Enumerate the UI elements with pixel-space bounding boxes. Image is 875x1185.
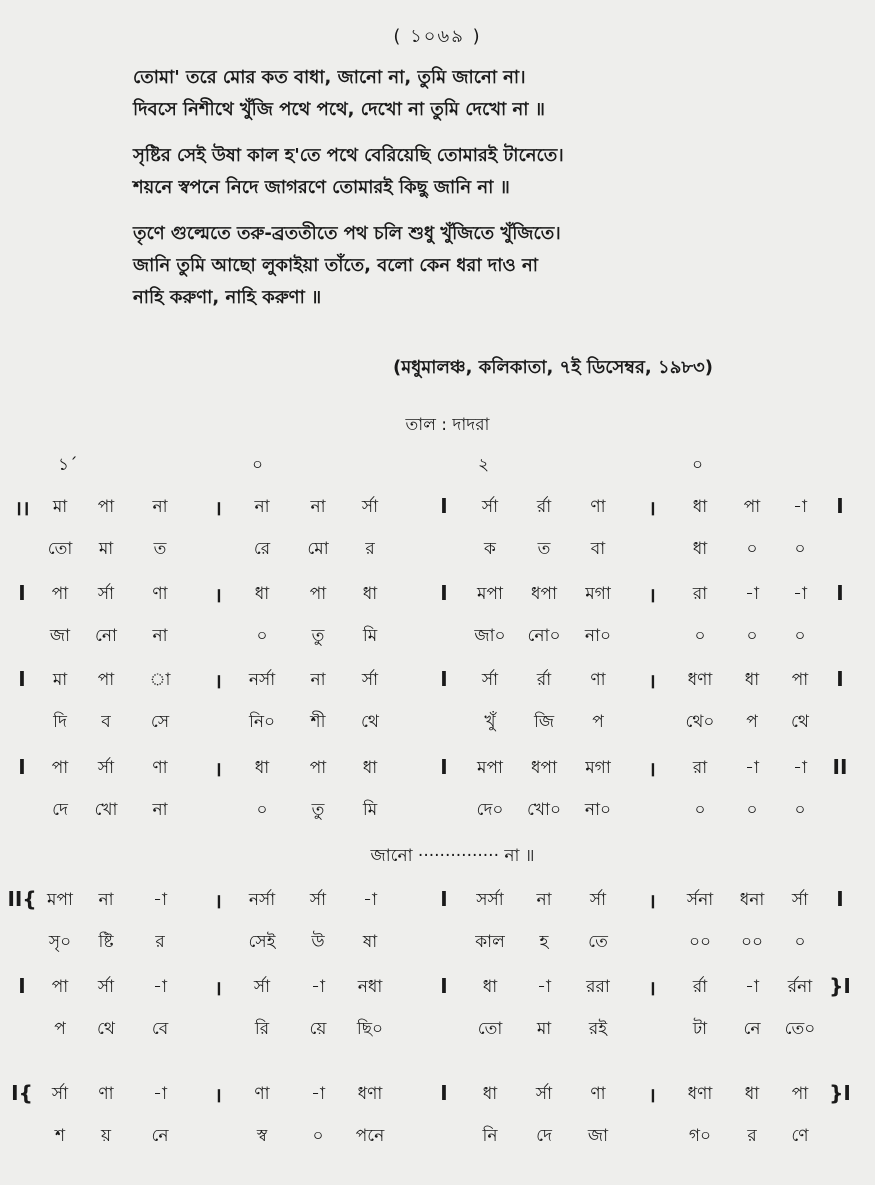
bar-line: ।: [214, 669, 222, 693]
lyric-syllable: ০: [256, 800, 268, 820]
lyric-syllable: না: [152, 800, 168, 820]
lyric-syllable: য়ে: [309, 1019, 327, 1039]
swara-note: পা: [743, 497, 761, 517]
lyric-syllable: মা: [536, 1019, 552, 1039]
lyric-syllable: ০: [794, 626, 806, 646]
lyric-syllable: ক: [484, 539, 496, 559]
swara-note: -া: [311, 1084, 325, 1104]
lyric-syllable: দি: [53, 712, 67, 732]
lyrics-stanza-1: [133, 62, 833, 126]
swara-note: পা: [51, 584, 69, 604]
bar-line: I: [18, 974, 26, 998]
swara-note: র্সা: [361, 497, 379, 517]
notation-lyric-row: [0, 1016, 875, 1048]
lyric-syllable: মি: [362, 800, 378, 820]
lyric-syllable: ০: [794, 932, 806, 952]
swara-note: ণা: [98, 1084, 114, 1104]
swara-note: রা: [692, 584, 708, 604]
notation-swara-row: [0, 667, 875, 699]
swara-note: ররা: [586, 977, 610, 997]
bar-line: ।।: [14, 496, 30, 520]
swara-note: না: [254, 497, 270, 517]
bar-line: I: [440, 974, 448, 998]
swara-note: সর্সা: [476, 890, 504, 910]
lyric-syllable: তে: [588, 932, 608, 952]
swara-note: নর্সা: [248, 670, 276, 690]
swara-note: পা: [309, 758, 327, 778]
swara-note: পা: [51, 758, 69, 778]
lyric-syllable: না০: [584, 800, 612, 820]
swara-note: পা: [51, 977, 69, 997]
lyric-syllable: ষা: [362, 932, 378, 952]
swara-note: ধা: [254, 758, 270, 778]
swara-note: -া: [793, 584, 807, 604]
swara-note: না: [98, 890, 114, 910]
lyric-line: তোমা' তরে মোর কত বাধা, জানো না, তুমি জানো না।: [133, 67, 526, 88]
lyric-syllable: ০: [746, 626, 758, 646]
swara-note: ণা: [590, 1084, 606, 1104]
lyric-syllable: নি০: [248, 712, 276, 732]
lyric-syllable: জি: [533, 712, 555, 732]
swara-note: -া: [745, 977, 759, 997]
lyric-syllable: ণে: [791, 1126, 809, 1146]
bar-line: I: [18, 667, 26, 691]
bar-line: ।: [648, 757, 656, 781]
lyric-syllable: কাল: [475, 932, 505, 952]
swara-note: ধা: [362, 758, 378, 778]
lyric-syllable: উ: [311, 932, 325, 952]
swara-note: ধপা: [531, 584, 557, 604]
source-attribution: (মধুমালঞ্চ, কলিকাতা, ৭ই ডিসেম্বর, ১৯৮৩): [392, 357, 713, 378]
bar-line: ।: [648, 583, 656, 607]
lyric-syllable: ০: [794, 800, 806, 820]
bar-line: ।: [214, 889, 222, 913]
lyric-syllable: না০: [584, 626, 612, 646]
lyric-line: দিবসে নিশীথে খুঁজি পথে পথে, দেখো না তুমি দেখো না ॥: [133, 99, 545, 120]
lyric-syllable: ০০: [688, 932, 712, 952]
swara-note: ধা: [254, 584, 270, 604]
lyric-syllable: রে: [253, 539, 271, 559]
bar-line: I: [440, 581, 448, 605]
swara-note: র্সা: [97, 758, 115, 778]
lyric-syllable: ০: [694, 626, 706, 646]
lyric-line: শয়নে স্বপনে নিদে জাগরণে তোমারই কিছু জানি না ॥: [133, 177, 510, 198]
swara-note: ধণা: [687, 670, 713, 690]
notation-swara-row: [0, 887, 875, 919]
bar-line: ।: [214, 583, 222, 607]
bar-line: ।: [214, 757, 222, 781]
lyric-syllable: টা: [692, 1019, 708, 1039]
bar-line: I: [18, 581, 26, 605]
notation-swara-row: [0, 755, 875, 787]
lyric-syllable: থে: [791, 712, 809, 732]
swara-note: ধপা: [531, 758, 557, 778]
lyric-syllable: প: [592, 712, 604, 732]
lyric-syllable: ০: [746, 800, 758, 820]
swara-note: ণা: [152, 584, 168, 604]
lyric-syllable: দে: [52, 800, 68, 820]
lyric-syllable: র: [747, 1126, 757, 1146]
bar-line: ।: [214, 496, 222, 520]
lyric-syllable: মা: [98, 539, 114, 559]
swara-note: মপা: [477, 758, 503, 778]
lyric-syllable: খো: [94, 800, 118, 820]
lyric-syllable: ত: [537, 539, 551, 559]
lyric-syllable: তে০: [784, 1019, 816, 1039]
swara-note: ধা: [482, 977, 498, 997]
swara-note: ধা: [362, 584, 378, 604]
swara-note: র্সা: [309, 890, 327, 910]
lyric-syllable: নে: [151, 1126, 169, 1146]
lyric-syllable: ০: [746, 539, 758, 559]
notation-lyric-row: [0, 797, 875, 829]
swara-note: না: [310, 497, 326, 517]
beat-mark: ০: [252, 455, 264, 475]
swara-note: নর্সা: [248, 890, 276, 910]
lyric-line: জানি তুমি আছো লুকাইয়া তাঁতে, বলো কেন ধরা দাও না: [133, 255, 538, 276]
lyric-syllable: ০: [256, 626, 268, 646]
lyric-syllable: স্ব: [256, 1126, 268, 1146]
lyric-syllable: য়: [100, 1126, 112, 1146]
notation-lyric-row: [0, 623, 875, 655]
lyric-syllable: র: [155, 932, 165, 952]
lyric-syllable: ত: [153, 539, 167, 559]
notation-swara-row: [0, 581, 875, 613]
lyric-syllable: দে০: [476, 800, 504, 820]
swara-note: পা: [309, 584, 327, 604]
swara-note: মগা: [585, 584, 611, 604]
bar-line: I: [18, 755, 26, 779]
swara-note: র্সা: [535, 1084, 553, 1104]
swara-note: র্সা: [481, 670, 499, 690]
lyric-syllable: শী: [310, 712, 326, 732]
lyric-syllable: রি: [254, 1019, 270, 1039]
lyric-syllable: ০: [694, 800, 706, 820]
lyric-syllable: শ: [54, 1126, 66, 1146]
bar-line: I{: [11, 1081, 33, 1105]
lyric-syllable: জা০: [474, 626, 506, 646]
swara-note: র্রা: [536, 497, 552, 517]
swara-note: না: [310, 670, 326, 690]
lyric-syllable: থে: [361, 712, 379, 732]
lyric-syllable: প: [54, 1019, 66, 1039]
swara-note: র্রা: [536, 670, 552, 690]
lyric-syllable: সেই: [248, 932, 276, 952]
bar-line: ।: [648, 669, 656, 693]
bar-line: }I: [829, 974, 851, 998]
swara-note: র্রা: [692, 977, 708, 997]
bar-line: I: [440, 1081, 448, 1105]
swara-note: -া: [153, 977, 167, 997]
bar-line: I: [440, 494, 448, 518]
lyrics-stanza-2: [133, 140, 833, 204]
lyric-line: সৃষ্টির সেই উষা কাল হ'তে পথে বেরিয়েছি তোমারই টানেতে।: [133, 145, 564, 166]
lyric-syllable: থে০: [685, 712, 715, 732]
lyric-syllable: রই: [588, 1019, 608, 1039]
page-number: ( ১০৬৯ ): [393, 26, 482, 47]
lyrics-stanza-3: [133, 218, 833, 314]
bar-line: I: [440, 887, 448, 911]
bar-line: I: [836, 887, 844, 911]
bar-line: II: [832, 755, 848, 779]
lyric-syllable: নে: [743, 1019, 761, 1039]
lyric-syllable: ০: [312, 1126, 324, 1146]
swara-note: ণা: [590, 497, 606, 517]
notation-swara-row: [0, 1081, 875, 1113]
bar-line: I: [440, 755, 448, 779]
swara-note: ধা: [482, 1084, 498, 1104]
swara-note: ধনা: [739, 890, 765, 910]
swara-note: ণা: [254, 1084, 270, 1104]
lyric-line: নাহি করুণা, নাহি করুণা ॥: [133, 287, 322, 308]
lyric-line: তৃণে গুল্মেতে তরু-ব্রততীতে পথ চলি শুধু খুঁজিতে খুঁজিতে।: [133, 223, 561, 244]
bar-line: ।: [648, 976, 656, 1000]
swara-note: মা: [52, 670, 68, 690]
beat-mark: ০: [692, 455, 704, 475]
refrain-note: জানো ··············· না ॥: [370, 846, 535, 866]
lyric-syllable: জা: [49, 626, 71, 646]
lyric-syllable: দে: [536, 1126, 552, 1146]
swara-note: র্সা: [791, 890, 809, 910]
swara-note: ধা: [744, 670, 760, 690]
swara-note: ধা: [692, 497, 708, 517]
tala-heading: তাল : দাদরা: [405, 415, 490, 435]
swara-note: মগা: [585, 758, 611, 778]
bar-line: I: [440, 667, 448, 691]
lyric-syllable: নো: [95, 626, 117, 646]
lyric-syllable: মি: [362, 626, 378, 646]
swara-note: -া: [153, 1084, 167, 1104]
notation-lyric-row: [0, 1123, 875, 1155]
swara-note: -া: [745, 758, 759, 778]
swara-note: -া: [793, 497, 807, 517]
swara-note: নধা: [357, 977, 383, 997]
lyric-syllable: নি: [482, 1126, 498, 1146]
lyric-syllable: ব: [101, 712, 111, 732]
swara-note: ধণা: [687, 1084, 713, 1104]
lyric-syllable: সৃ০: [48, 932, 72, 952]
bar-line: ।: [648, 496, 656, 520]
bar-line: ।: [214, 976, 222, 1000]
lyric-syllable: র: [365, 539, 375, 559]
lyric-syllable: নো০: [527, 626, 561, 646]
beat-mark: ২: [478, 455, 490, 475]
bar-line: ।: [214, 1083, 222, 1107]
swara-note: পা: [97, 497, 115, 517]
lyric-syllable: গ০: [688, 1126, 712, 1146]
lyric-syllable: জা: [587, 1126, 609, 1146]
notation-lyric-row: [0, 536, 875, 568]
lyric-syllable: সে: [150, 712, 170, 732]
swara-note: না: [536, 890, 552, 910]
swara-note: র্সা: [589, 890, 607, 910]
lyric-syllable: খো০: [526, 800, 562, 820]
lyric-syllable: ষ্টি: [98, 932, 114, 952]
swara-note: মপা: [47, 890, 73, 910]
swara-note: পা: [97, 670, 115, 690]
swara-note: -া: [793, 758, 807, 778]
lyric-syllable: ০: [794, 539, 806, 559]
swara-note: -া: [153, 890, 167, 910]
lyrics-block: [133, 62, 833, 328]
swara-note: রা: [692, 758, 708, 778]
lyric-syllable: পনে: [355, 1126, 385, 1146]
bar-line: ।: [648, 1083, 656, 1107]
lyric-syllable: মো: [307, 539, 329, 559]
swara-note: মপা: [477, 584, 503, 604]
swara-note: া: [149, 670, 171, 690]
bar-line: I: [836, 581, 844, 605]
bar-line: I: [836, 494, 844, 518]
bar-line: II{: [7, 887, 37, 911]
lyric-syllable: বে: [151, 1019, 169, 1039]
notation-lyric-row: [0, 709, 875, 741]
lyric-syllable: তো: [477, 1019, 503, 1039]
swara-note: র্সা: [481, 497, 499, 517]
lyric-syllable: না: [152, 626, 168, 646]
swara-note: -া: [363, 890, 377, 910]
notation-swara-row: [0, 974, 875, 1006]
lyric-syllable: তু: [311, 626, 325, 646]
swara-note: -া: [311, 977, 325, 997]
swara-note: ধা: [744, 1084, 760, 1104]
notation-lyric-row: [0, 929, 875, 961]
swara-note: ণা: [152, 758, 168, 778]
lyric-syllable: খুঁ: [484, 712, 496, 732]
lyric-syllable: বা: [590, 539, 606, 559]
lyric-syllable: থে: [97, 1019, 115, 1039]
bar-line: ।: [648, 889, 656, 913]
swara-note: র্রনা: [787, 977, 813, 997]
swara-note: পা: [791, 1084, 809, 1104]
swara-note: র্সা: [51, 1084, 69, 1104]
lyric-syllable: প: [746, 712, 758, 732]
lyric-syllable: ধা: [692, 539, 708, 559]
swara-note: মা: [52, 497, 68, 517]
lyric-syllable: ০০: [740, 932, 764, 952]
swara-note: পা: [791, 670, 809, 690]
lyric-syllable: তু: [311, 800, 325, 820]
bar-line: I: [836, 667, 844, 691]
swara-note: -া: [745, 584, 759, 604]
beat-marks: [0, 452, 875, 476]
swara-note: -া: [537, 977, 551, 997]
lyric-syllable: ছি০: [356, 1019, 384, 1039]
swara-note: র্সা: [97, 977, 115, 997]
swara-note: র্সনা: [686, 890, 714, 910]
bar-line: }I: [829, 1081, 851, 1105]
swara-note: র্সা: [253, 977, 271, 997]
swara-note: ণা: [590, 670, 606, 690]
lyric-syllable: তো: [47, 539, 73, 559]
swara-note: না: [152, 497, 168, 517]
beat-mark: ১´: [58, 455, 78, 475]
notation-swara-row: [0, 494, 875, 526]
swara-note: র্সা: [97, 584, 115, 604]
swara-note: র্সা: [361, 670, 379, 690]
lyric-syllable: হ: [539, 932, 549, 952]
swara-note: ধণা: [357, 1084, 383, 1104]
